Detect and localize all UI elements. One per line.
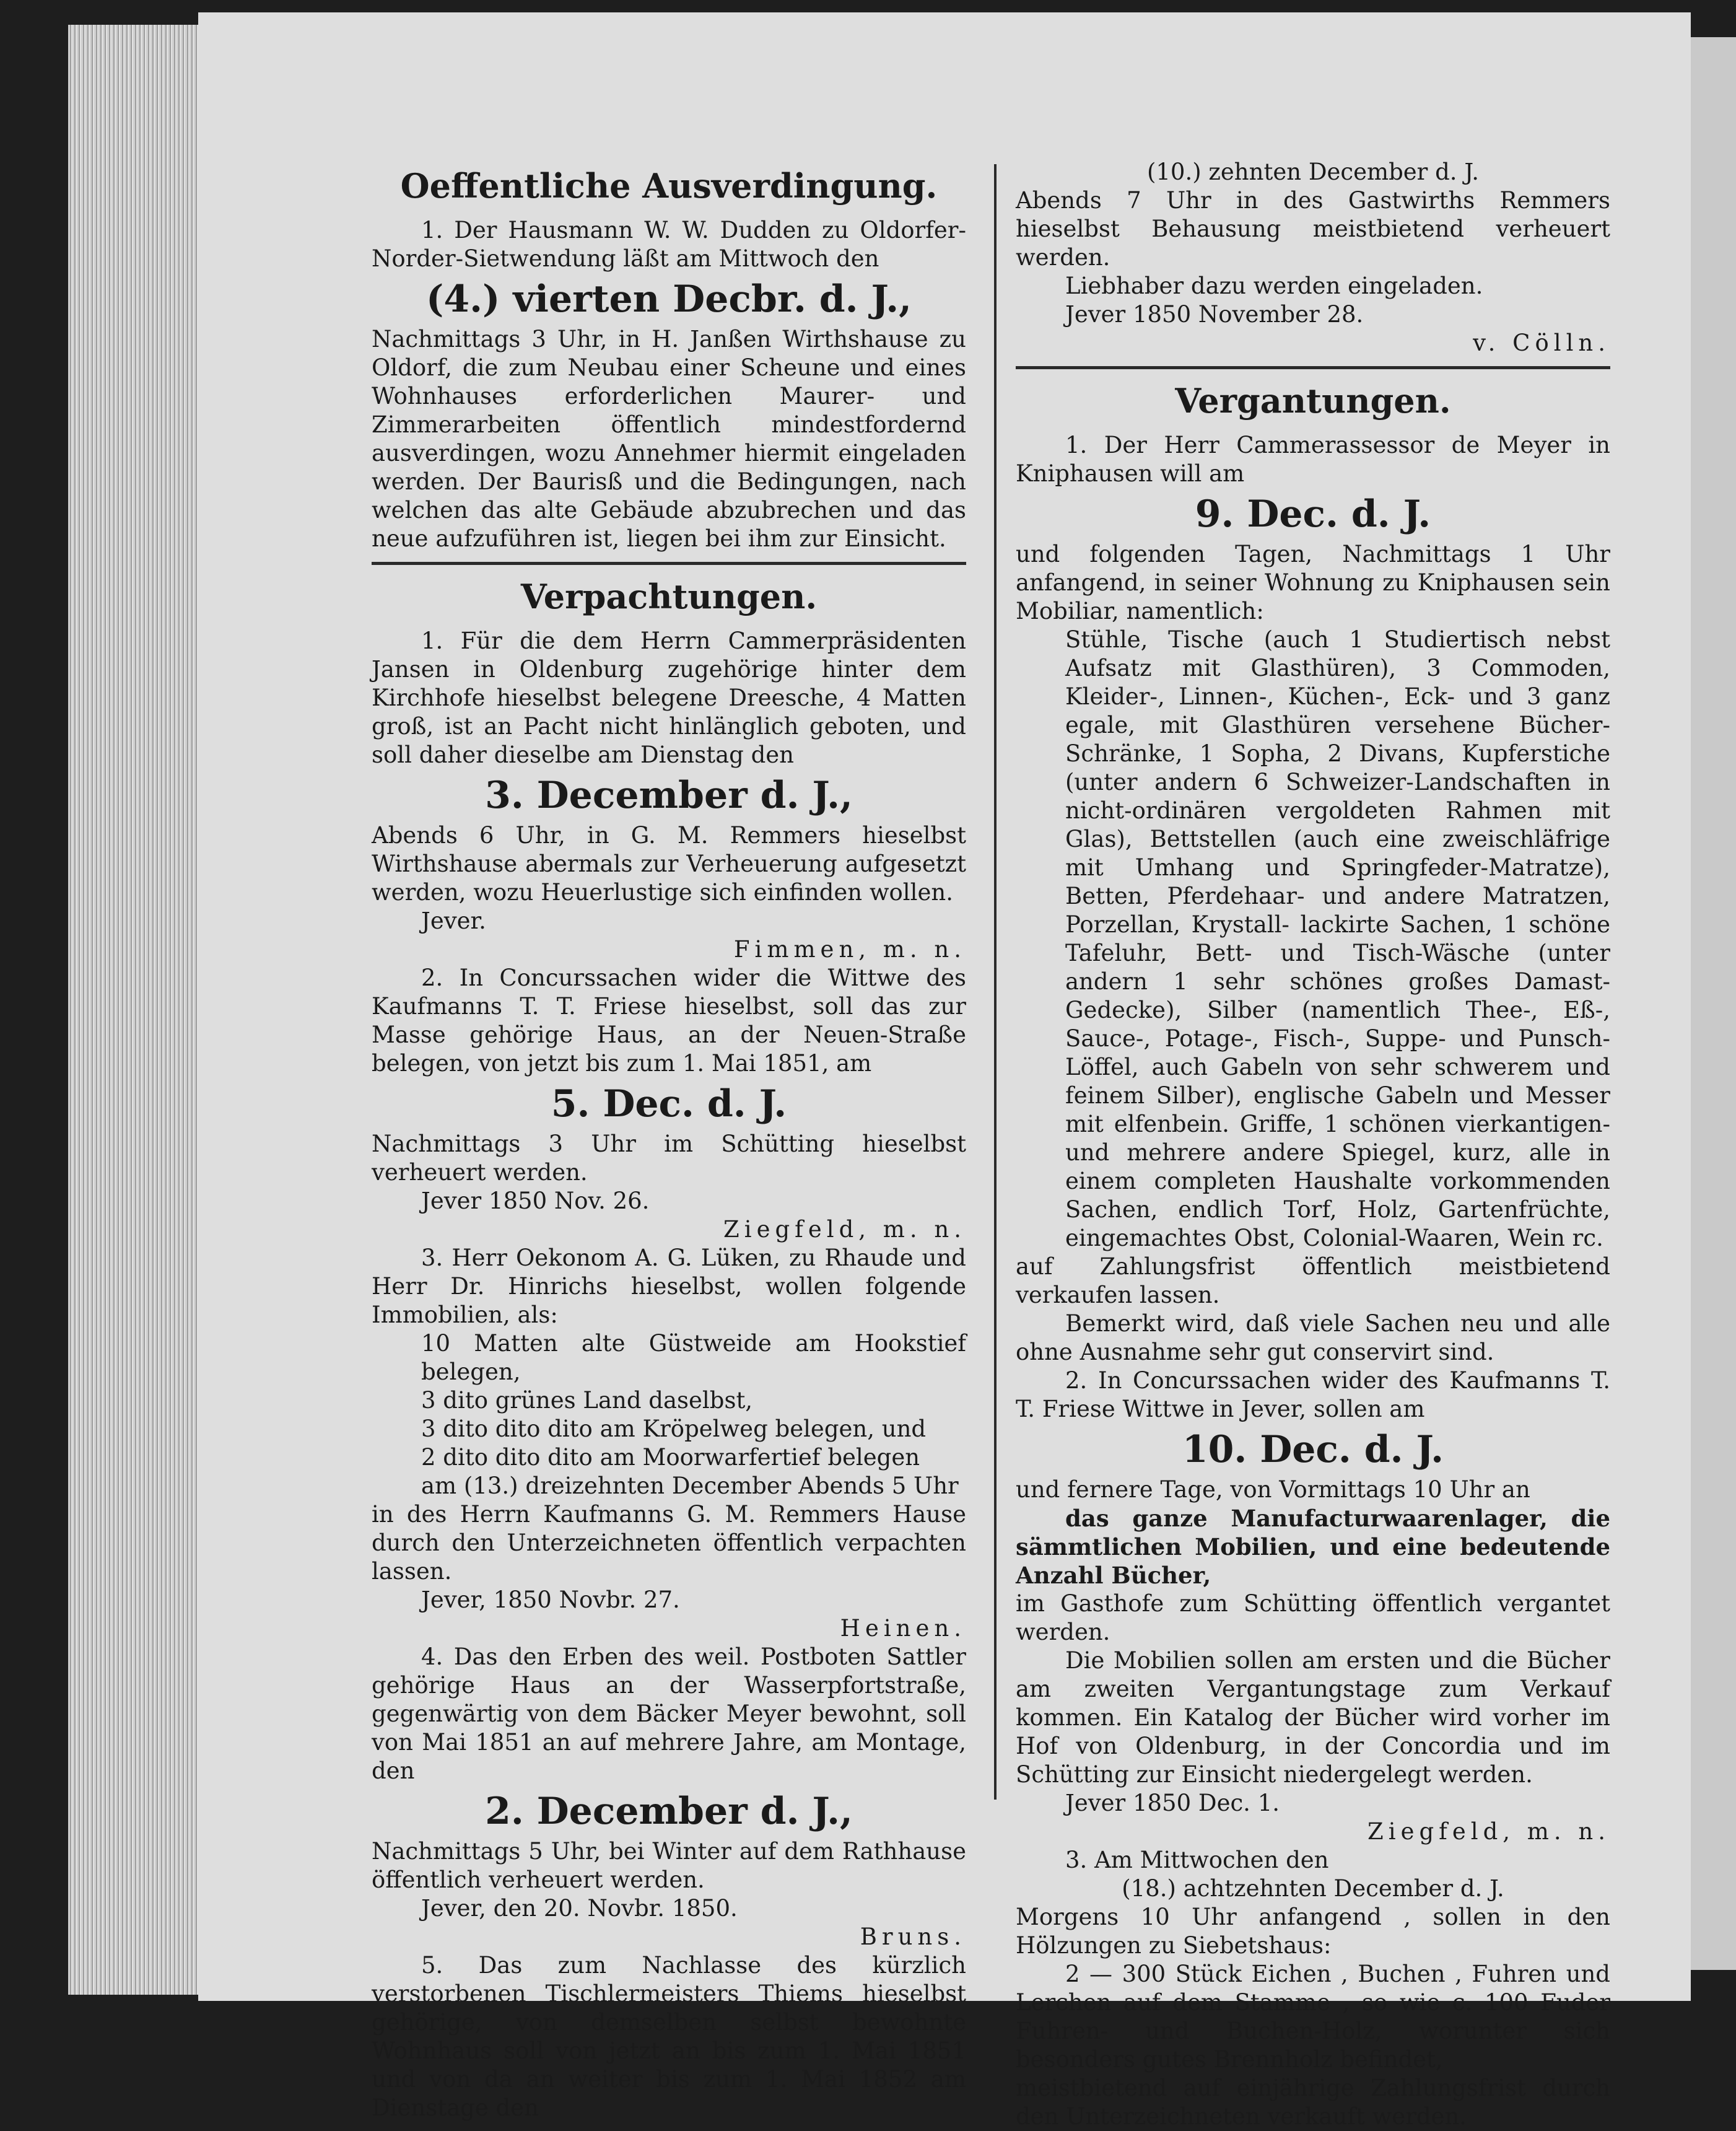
section-rule — [1016, 366, 1610, 369]
list-item: 3 dito grünes Land daselbst, — [421, 1387, 753, 1414]
section-heading-ausverdingung: Oeffentliche Ausverdingung. — [400, 166, 938, 206]
notice-signature: Bruns. — [860, 1923, 966, 1950]
notice-paragraph: Nachmittags 3 Uhr, in H. Janßen Wirthshause zu Oldorf, die zum Neubau einer Scheune und eines Wohnhauses erforderlichen Maurer- und Zimmerarbeiten öffentlich mindestfordernd ausverdingen, wozu Annehmer hiermit eingeladen werden. Der Baurisß und die Bedingungen, nach welchen das alte Gebäude abzubrechen und das neue aufzuführen ist, liegen bei ihm zur Einsicht. — [372, 326, 966, 552]
notice-paragraph: Bemerkt wird, daß viele Sachen neu und alle ohne Ausnahme sehr gut conservirt sind. — [1016, 1310, 1610, 1365]
notice-date: 9. Dec. d. J. — [1195, 492, 1431, 536]
list-item: 10 Matten alte Güstweide am Hookstief belegen, — [421, 1330, 966, 1385]
notice-signature: Heinen. — [840, 1615, 966, 1642]
notice-paragraph: Abends 6 Uhr, in G. M. Remmers hieselbst Wirthshause abermals zur Verheuerung aufgesetzt werden, wozu Heuerlustige sich einfinden wollen. — [372, 822, 966, 906]
notice-paragraph: Abends 7 Uhr in des Gastwirths Remmers hieselbst Behausung meistbietend verheuert werden. — [1016, 187, 1610, 271]
list-item: am (13.) dreizehnten December Abends 5 Uhr — [421, 1472, 959, 1499]
page-content — [198, 158, 1691, 2130]
notice-paragraph: 4. Das den Erben des weil. Postboten Sattler gehörige Haus an der Wasserpfortstraße, gegenwärtig von dem Bäcker Meyer bewohnt, soll von Mai 1851 an auf mehrere Jahre, am Montage, den — [372, 1643, 966, 1784]
newspaper-page — [198, 12, 1691, 2130]
notice-signature: Fimmen, m. n. — [733, 936, 966, 963]
notice-paragraph: 2. In Concurssachen wider die Wittwe des Kaufmanns T. T. Friese hieselbst, soll das zur Masse gehörige Haus, an der Neuen-Straße belegen, von jetzt bis zum 1. Mai 1851, am — [372, 965, 966, 1077]
list-item: 3 dito dito dito am Kröpelweg belegen, und — [421, 1416, 927, 1442]
notice-place: Jever 1850 Dec. 1. — [1065, 1790, 1280, 1816]
notice-date: 10. Dec. d. J. — [1182, 1428, 1444, 1471]
notice-paragraph: Nachmittags 3 Uhr im Schütting hieselbst verheuert werden. — [372, 1131, 966, 1186]
notice-date: 3. December d. J., — [485, 774, 853, 817]
notice-paragraph: im Gasthofe zum Schütting öffentlich vergantet werden. — [1016, 1590, 1610, 1645]
notice-paragraph: und folgenden Tagen, Nachmittags 1 Uhr anfangend, in seiner Wohnung zu Kniphausen sein Mobiliar, namentlich: — [1016, 541, 1610, 624]
notice-paragraph: Die Mobilien sollen am ersten und die Bücher am zweiten Vergantungstage zum Verkauf kommen. Ein Katalog der Bücher wird vorher im Hof von Oldenburg, in der Concordia und im Schütting zur Einsicht niedergelegt werden. — [1016, 1647, 1610, 1788]
adjacent-page-edge — [1691, 37, 1736, 1970]
notice-paragraph: das ganze Manufacturwaarenlager, die sämmtlichen Mobilien, und eine bedeutende Anzahl Bücher, — [1016, 1505, 1610, 1589]
column-divider — [994, 164, 997, 1800]
notice-paragraph: 3. Am Mittwochen den — [1065, 1847, 1329, 1873]
left-column — [372, 158, 966, 2122]
notice-place: Jever, den 20. Novbr. 1850. — [421, 1895, 738, 1922]
notice-paragraph: 5. Das zum Nachlasse des kürzlich verstorbenen Tischlermeisters Thiems hieselbst gehörige, von demselben selbst bewohnte Wohnhaus soll von jetzt an bis zum 1. Mai 1851 und von da an weiter bis zum 1. Mai 1852 am Dienstage den — [372, 1952, 966, 2121]
notice-signature: Ziegfeld, m. n. — [1367, 1818, 1610, 1845]
notice-line: (18.) achtzehnten December d. J. — [1122, 1875, 1504, 1902]
section-heading-verpachtungen: Verpachtungen. — [520, 577, 818, 616]
notice-line: (10.) zehnten December d. J. — [1146, 159, 1480, 185]
notice-place: Jever 1850 Nov. 26. — [421, 1188, 650, 1214]
notice-paragraph: 1. Der Hausmann W. W. Dudden zu Oldorfer-Norder-Sietwendung läßt am Mittwoch den — [372, 217, 966, 272]
notice-paragraph: Liebhaber dazu werden eingeladen. — [1065, 273, 1483, 299]
notice-date: 5. Dec. d. J. — [551, 1082, 787, 1126]
section-rule — [372, 562, 966, 565]
notice-paragraph: 1. Für die dem Herrn Cammerpräsidenten Jansen in Oldenburg zugehörige hinter dem Kirchhofe hieselbst belegene Dreesche, 4 Matten groß, ist an Pacht nicht hinlänglich geboten, und soll daher dieselbe am Dienstag den — [372, 628, 966, 768]
notice-paragraph: 2 — 300 Stück Eichen , Buchen , Fuhren und Lerchen auf dem Stamme , so wie c. 100 Fuder Fuhren- und Buchen-Holz, worunter sich besonders gutes Brennholz befindet, — [1016, 1961, 1610, 2073]
section-heading-vergantungen: Vergantungen. — [1175, 381, 1451, 421]
notice-signature: v. Cölln. — [1473, 330, 1610, 356]
notice-paragraph: 2. In Concurssachen wider des Kaufmanns T. T. Friese Wittwe in Jever, sollen am — [1016, 1367, 1610, 1422]
notice-place: Jever, 1850 Novbr. 27. — [421, 1586, 680, 1613]
notice-paragraph: 3. Herr Oekonom A. G. Lüken, zu Rhaude und Herr Dr. Hinrichs hieselbst, wollen folgende Immobilien, als: — [372, 1245, 966, 1328]
page-stack-edge — [68, 25, 211, 1995]
notice-place: Jever. — [421, 908, 486, 934]
notice-paragraph: in des Herrn Kaufmanns G. M. Remmers Hause durch den Unterzeichneten öffentlich verpachten lassen. — [372, 1501, 966, 1585]
list-item: 2 dito dito dito am Moorwarfertief belegen — [421, 1444, 920, 1471]
notice-date: 2. December d. J., — [485, 1790, 853, 1833]
right-column — [1016, 158, 1610, 2131]
notice-paragraph: 1. Der Herr Cammerassessor de Meyer in Kniphausen will am — [1016, 432, 1610, 487]
notice-paragraph: auf Zahlungsfrist öffentlich meistbietend verkaufen lassen. — [1016, 1253, 1610, 1308]
notice-paragraph: und fernere Tage, von Vormittags 10 Uhr an — [1016, 1476, 1530, 1503]
item-list: Stühle, Tische (auch 1 Studiertisch nebst Aufsatz mit Glasthüren), 3 Commoden, Kleider-, Linnen-, Küchen-, Eck- und 3 ganz egale, mit Glasthüren versehene Bücher-Schränke, 1 Sopha, 2 Divans, Kupferstiche (unter andern 6 Schweizer-Landschaften in nicht-ordinären vergoldeten Rahmen mit Glas), Bettstellen (auch eine zweischläfrige mit Umhang und Springfeder-Matratze), Betten, Pferdehaar- und andere Matratzen, Porzellan, Krystall- lackirte Sachen, 1 schöne Tafeluhr, Bett- und Tisch-Wäsche (unter andern 1 sehr schönes großes Damast-Gedecke), Silber (namentlich Thee-, Eß-, Sauce-, Potage-, Fisch-, Suppe- und Punsch-Löffel, auch Gabeln von sehr schwerem und feinem Silber), englische Gabeln und Messer mit elfenbein. Griffe, 1 schönen vierkantigen- und mehrere andere Spiegel, kurz, alle in einem completen Haushalte vorkommenden Sachen, endlich Torf, Holz, Gartenfrüchte, eingemachtes Obst, Colonial-Waaren, Wein rc. — [1065, 626, 1610, 1251]
notice-place: Jever 1850 November 28. — [1065, 301, 1364, 328]
notice-paragraph: Morgens 10 Uhr anfangend , sollen in den Hölzungen zu Siebetshaus: — [1016, 1904, 1610, 1959]
notice-paragraph: Nachmittags 5 Uhr, bei Winter auf dem Rathhause öffentlich verheuert werden. — [372, 1838, 966, 1893]
notice-paragraph: meistbietend auf einjährige Zahlungsfrist durch den Unterzeichneten verkauft werden. — [1016, 2075, 1610, 2130]
notice-signature: Ziegfeld, m. n. — [723, 1216, 966, 1243]
notice-date: (4.) vierten Decbr. d. J., — [426, 278, 912, 321]
